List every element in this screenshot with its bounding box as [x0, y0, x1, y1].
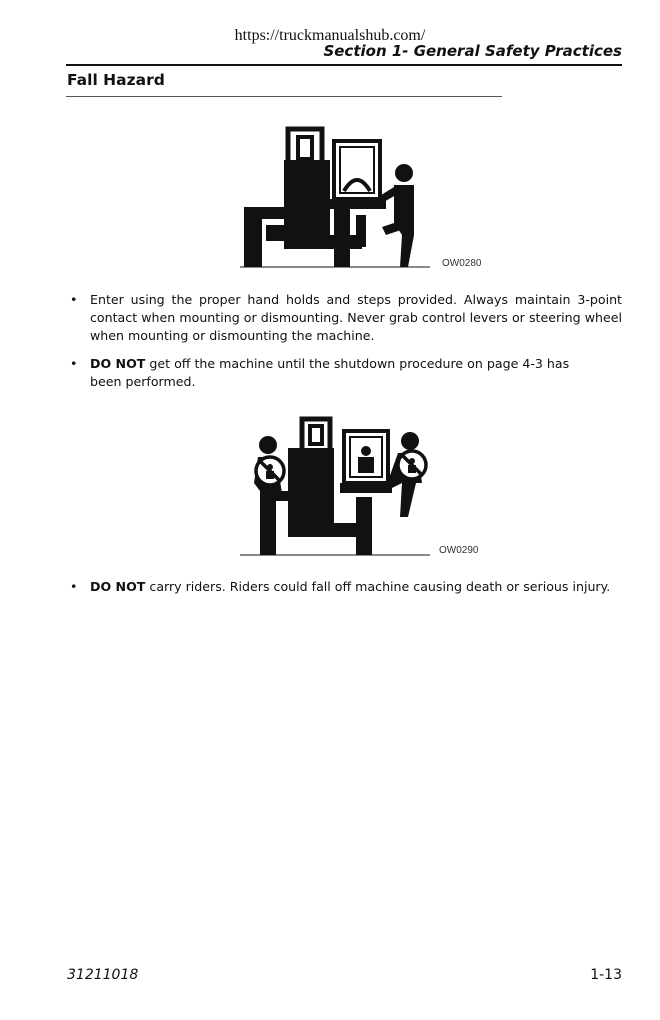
bullet-text-mounting: Enter using the proper hand holds and steps provided. Always maintain 3-point contact when mounting or dismounting. Never grab control levers or steering wheel when mounting or dismounting the machine. — [90, 292, 622, 343]
header-divider — [66, 64, 622, 66]
bullet-body: carry riders. Riders could fall off machine causing death or serious injury. — [145, 579, 611, 594]
footer-document-number: 31211018 — [67, 967, 139, 983]
bullet-emphasis: DO NOT — [90, 579, 146, 594]
no-riders-prohibited-icon — [232, 413, 437, 563]
list-item — [70, 578, 622, 596]
bullet-body: get off the machine until the shutdown procedure on page 4-3 has been performed. — [90, 356, 570, 389]
list-item — [70, 291, 622, 345]
figure-code: OW0280 — [442, 258, 482, 269]
bullet-symbol: • — [70, 579, 78, 594]
bullet-text-shutdown — [90, 355, 570, 391]
page-heading: Fall Hazard — [67, 71, 165, 89]
operator-three-point-contact-icon — [232, 125, 437, 275]
bullet-symbol: • — [70, 356, 78, 371]
figure-mounting — [232, 125, 492, 275]
section-title: Section 1- General Safety Practices — [323, 42, 622, 60]
footer-page-number: 1-13 — [590, 967, 622, 983]
list-item — [70, 355, 570, 391]
figure-no-riders — [232, 413, 492, 563]
bullet-symbol: • — [70, 292, 78, 307]
bullet-text-riders — [90, 578, 622, 596]
bullet-emphasis: DO NOT — [90, 356, 146, 371]
heading-divider — [66, 96, 502, 97]
watermark-url: https://truckmanualshub.com/ — [234, 27, 426, 44]
figure-code: OW0290 — [439, 545, 479, 556]
